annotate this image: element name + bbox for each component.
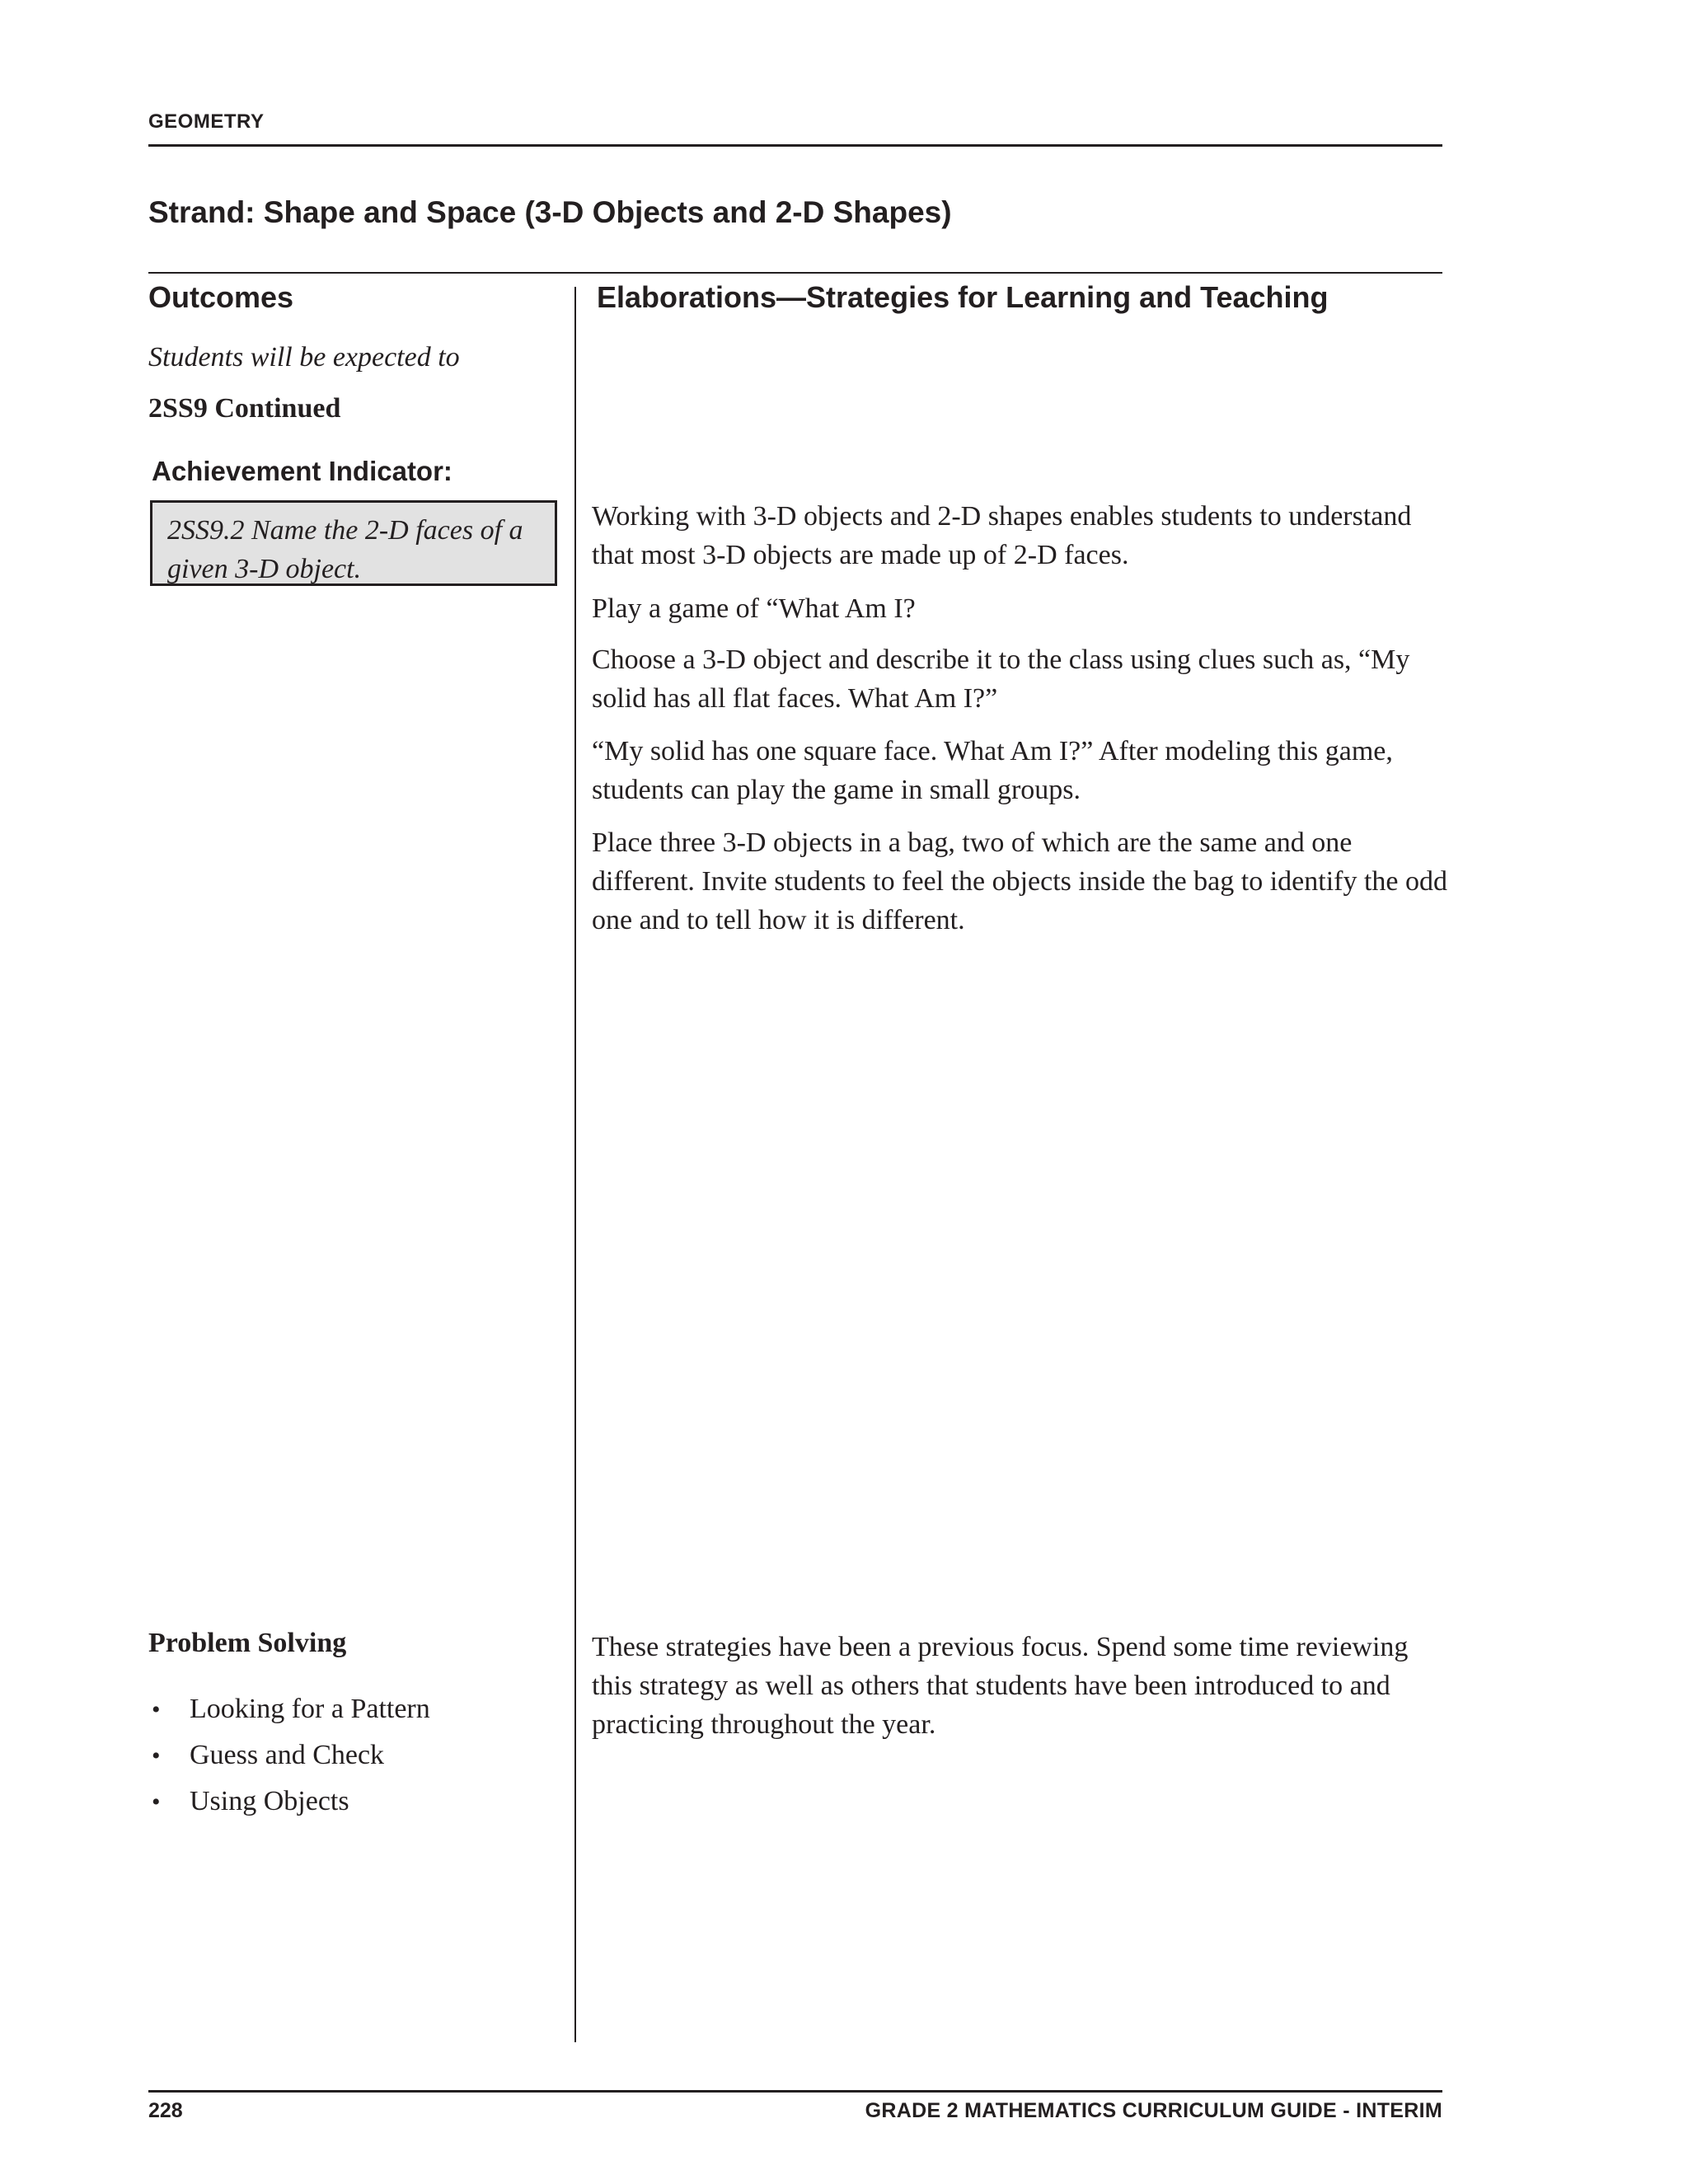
- bullet-icon: •: [152, 1696, 161, 1723]
- elaboration-paragraph: Working with 3-D objects and 2-D shapes enables students to understand that most 3-D objects are made up of 2-D faces.: [592, 501, 1412, 570]
- section-label: GEOMETRY: [148, 110, 265, 133]
- footer-title: GRADE 2 MATHEMATICS CURRICULUM GUIDE - INTERIM: [865, 2099, 1442, 2122]
- outcomes-intro: Students will be expected to: [148, 342, 460, 373]
- bullet-icon: •: [152, 1742, 161, 1769]
- list-item-label: Using Objects: [190, 1786, 349, 1816]
- list-item: [148, 1786, 430, 1832]
- footer-rule: [148, 2090, 1442, 2093]
- elaborations-heading: Elaborations—Strategies for Learning and Teaching: [597, 280, 1329, 314]
- elaboration-paragraph: Choose a 3-D object and describe it to the class using clues such as, “My solid has all flat faces. What Am I?”: [592, 644, 1410, 714]
- page-number: 228: [148, 2099, 183, 2122]
- list-item: [148, 1694, 430, 1740]
- problem-solving-heading: Problem Solving: [148, 1628, 347, 1658]
- header-rule: [148, 144, 1442, 147]
- bullet-icon: •: [152, 1788, 161, 1816]
- strand-title: Strand: Shape and Space (3-D Objects and 2-D Shapes): [148, 195, 952, 229]
- elaboration-paragraph: “My solid has one square face. What Am I?” After modeling this game, students can play the game in small groups.: [592, 736, 1393, 805]
- column-divider: [574, 287, 576, 2042]
- achievement-indicator-box: [150, 500, 557, 586]
- problem-solving-paragraph: These strategies have been a previous focus. Spend some time reviewing this strategy as well as others that students have been introduced to and practicing throughout the year.: [592, 1632, 1409, 1740]
- list-item: [148, 1740, 430, 1786]
- achievement-indicator-text: 2SS9.2 Name the 2-D faces of a given 3-D object.: [167, 515, 523, 584]
- list-item-label: Guess and Check: [190, 1740, 385, 1770]
- section-rule: [148, 272, 1442, 274]
- achievement-indicator-label: Achievement Indicator:: [152, 456, 452, 486]
- outcome-code: 2SS9 Continued: [148, 393, 341, 424]
- list-item-label: Looking for a Pattern: [190, 1694, 430, 1724]
- problem-solving-list: [148, 1694, 430, 1832]
- outcomes-heading: Outcomes: [148, 280, 294, 314]
- elaboration-paragraph: Play a game of “What Am I?: [592, 593, 916, 624]
- elaboration-paragraph: Place three 3-D objects in a bag, two of which are the same and one different. Invite students to feel the objects inside the bag to identify the odd one and to tell how it is different.: [592, 827, 1447, 935]
